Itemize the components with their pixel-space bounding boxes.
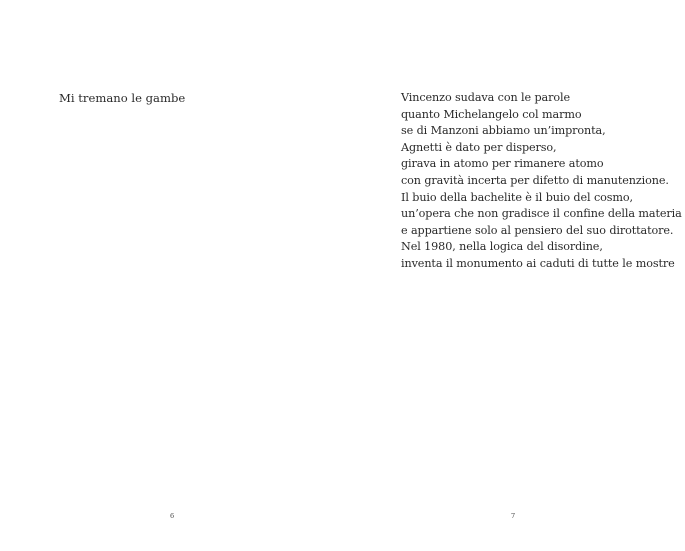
poem-line: un’opera che non gradisce il confine della materia <box>401 207 682 221</box>
poem-line: Agnetti è dato per disperso, <box>401 140 557 154</box>
poem-line: con gravità incerta per difetto di manutenzione. <box>401 173 669 187</box>
poem-title: Mi tremano le gambe <box>59 91 186 105</box>
poem-line: inventa il monumento ai caduti di tutte le mostre <box>401 256 675 270</box>
right-page <box>343 0 685 551</box>
page-number-left: 6 <box>170 512 175 520</box>
poem-line: quanto Michelangelo col marmo <box>401 107 582 121</box>
poem-line: girava in atomo per rimanere atomo <box>401 157 604 171</box>
poem-body <box>401 90 682 273</box>
page-number-right: 7 <box>511 512 516 520</box>
poem-line: Vincenzo sudava con le parole <box>401 91 570 104</box>
poem-line: Nel 1980, nella logica del disordine, <box>401 240 603 254</box>
poem-line: e appartiene solo al pensiero del suo dirottatore. <box>401 223 674 237</box>
poem-line: se di Manzoni abbiamo un’impronta, <box>401 124 606 138</box>
left-page <box>0 0 342 551</box>
poem-line: Il buio della bachelite è il buio del cosmo, <box>401 190 633 204</box>
